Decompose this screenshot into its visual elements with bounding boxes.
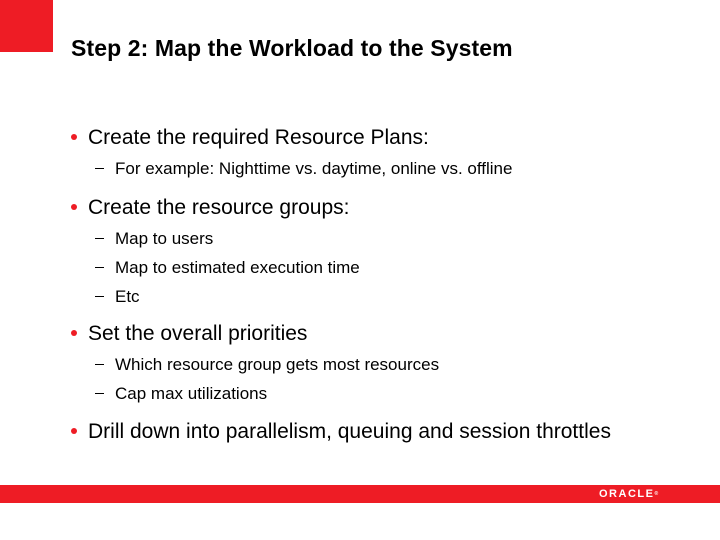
dash-icon	[95, 364, 104, 365]
sub-bullet-item	[95, 154, 671, 183]
logo-text: ORACLE	[599, 488, 655, 500]
bullet-text: Create the required Resource Plans:	[88, 126, 429, 149]
sub-bullet-item	[95, 282, 671, 311]
bullet-dot-icon	[71, 330, 77, 336]
sub-bullet-list	[95, 350, 671, 408]
sub-bullet-text: Etc	[115, 287, 140, 306]
sub-bullet-list	[95, 154, 671, 183]
slide-title: Step 2: Map the Workload to the System	[71, 35, 513, 61]
bullet-item	[71, 123, 671, 183]
bullet-list	[71, 123, 671, 446]
dash-icon	[95, 168, 104, 169]
corner-accent-square	[0, 0, 53, 52]
oracle-logo: ORACLE®	[599, 488, 659, 500]
dash-icon	[95, 296, 104, 297]
dash-icon	[95, 393, 104, 394]
bullet-dot-icon	[71, 428, 77, 434]
sub-bullet-text: Map to estimated execution time	[115, 258, 360, 277]
bullet-item	[71, 319, 671, 408]
sub-bullet-text: For example: Nighttime vs. daytime, online vs. offline	[115, 159, 513, 178]
bullet-dot-icon	[71, 134, 77, 140]
dash-icon	[95, 267, 104, 268]
bullet-text: Drill down into parallelism, queuing and session throttles	[88, 420, 611, 443]
bullet-item	[71, 417, 671, 446]
sub-bullet-item	[95, 224, 671, 253]
sub-bullet-text: Cap max utilizations	[115, 384, 268, 403]
bullet-text: Set the overall priorities	[88, 322, 308, 345]
sub-bullet-item	[95, 253, 671, 282]
bullet-text: Create the resource groups:	[88, 196, 350, 219]
bullet-dot-icon	[71, 204, 77, 210]
sub-bullet-list	[95, 224, 671, 311]
sub-bullet-text: Which resource group gets most resources	[115, 355, 440, 374]
bullet-item	[71, 193, 671, 311]
sub-bullet-text: Map to users	[115, 229, 214, 248]
sub-bullet-item	[95, 350, 671, 379]
dash-icon	[95, 238, 104, 239]
sub-bullet-item	[95, 379, 671, 408]
